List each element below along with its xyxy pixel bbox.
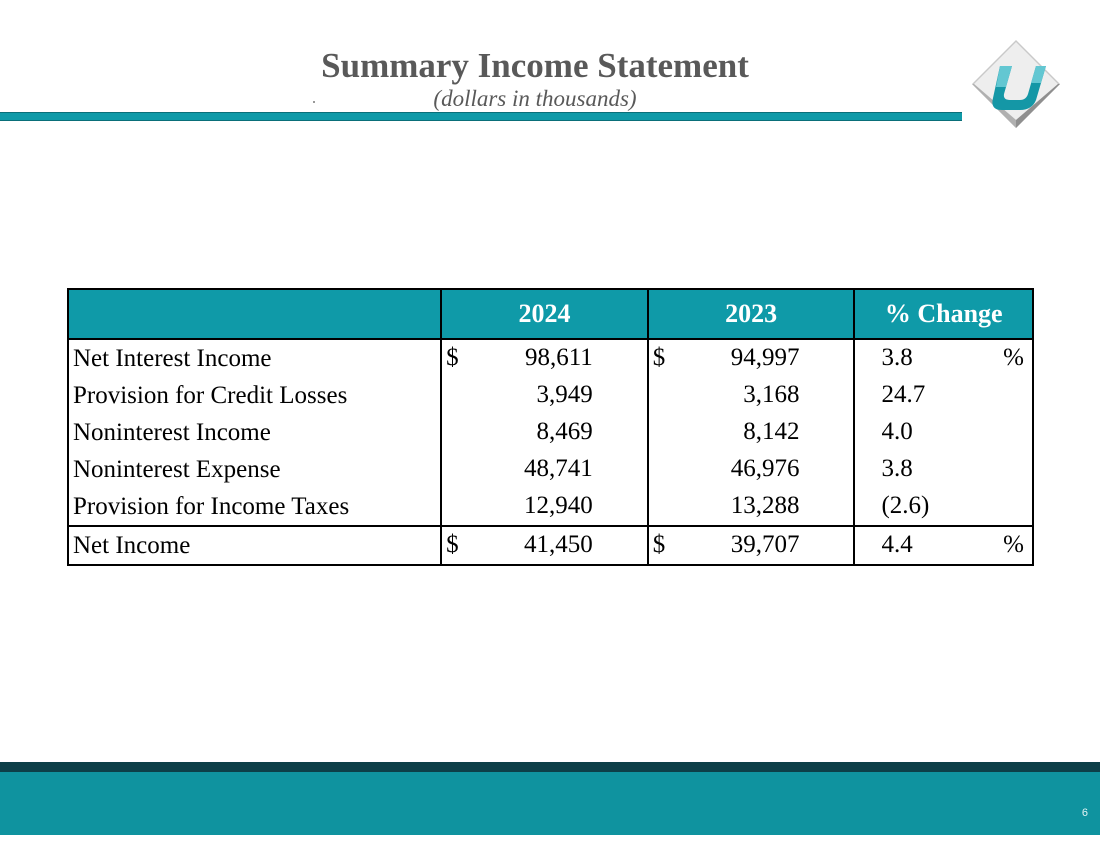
amount: 8,142 <box>743 418 800 445</box>
slide-subtitle: (dollars in thousands) <box>433 86 637 111</box>
value-2023 <box>648 526 855 565</box>
change-value: (2.6) <box>881 492 930 519</box>
value-2023 <box>648 377 855 414</box>
currency-symbol: $ <box>652 344 666 371</box>
amount: 8,469 <box>536 418 593 445</box>
change-value: 4.4 <box>881 531 913 558</box>
value-2024 <box>441 339 648 377</box>
header-percent-change: % Change <box>854 289 1033 339</box>
amount: 13,288 <box>730 492 800 519</box>
change-value: 24.7 <box>881 381 926 408</box>
value-2024 <box>441 488 648 526</box>
row-label: Provision for Credit Losses <box>68 377 441 414</box>
value-2024 <box>441 377 648 414</box>
value-2023 <box>648 414 855 451</box>
amount: 12,940 <box>524 492 593 519</box>
footer-dark-band <box>0 762 1100 772</box>
header-rule <box>0 112 962 121</box>
amount: 94,997 <box>730 344 800 371</box>
row-label: Net Interest Income <box>68 339 441 377</box>
company-logo-icon <box>970 38 1062 130</box>
table-row <box>68 451 1033 488</box>
amount: 3,949 <box>536 381 593 408</box>
total-row <box>68 526 1033 565</box>
row-label: Provision for Income Taxes <box>68 488 441 526</box>
amount: 48,741 <box>524 455 593 482</box>
percent-change <box>854 526 1033 565</box>
value-2023 <box>648 339 855 377</box>
percent-change <box>854 339 1033 377</box>
change-value: 4.0 <box>881 418 913 445</box>
value-2023 <box>648 451 855 488</box>
percent-change <box>854 377 1033 414</box>
header-2023: 2023 <box>648 289 855 339</box>
footer-teal-band <box>0 772 1100 835</box>
table-row <box>68 377 1033 414</box>
page-number: 6 <box>1081 807 1088 819</box>
change-value: 3.8 <box>881 344 913 371</box>
income-statement-table <box>67 288 1034 566</box>
table-row <box>68 414 1033 451</box>
percent-symbol: % <box>1003 344 1024 371</box>
amount: 46,976 <box>730 455 800 482</box>
percent-change <box>854 414 1033 451</box>
row-label: Net Income <box>68 526 441 565</box>
table-row <box>68 339 1033 377</box>
value-2024 <box>441 526 648 565</box>
amount: 3,168 <box>743 381 800 408</box>
row-label: Noninterest Expense <box>68 451 441 488</box>
percent-change <box>854 488 1033 526</box>
currency-symbol: $ <box>652 531 666 558</box>
currency-symbol: $ <box>446 531 459 558</box>
decorative-dot <box>313 101 315 103</box>
percent-change <box>854 451 1033 488</box>
percent-symbol: % <box>1003 531 1024 558</box>
header-2024: 2024 <box>441 289 648 339</box>
slide-title: Summary Income Statement <box>321 46 749 85</box>
row-label: Noninterest Income <box>68 414 441 451</box>
value-2024 <box>441 451 648 488</box>
amount: 41,450 <box>524 531 593 558</box>
change-value: 3.8 <box>881 455 913 482</box>
table-row <box>68 488 1033 526</box>
table-header-row <box>68 289 1033 339</box>
currency-symbol: $ <box>446 344 459 371</box>
amount: 98,611 <box>524 344 593 371</box>
value-2023 <box>648 488 855 526</box>
amount: 39,707 <box>730 531 800 558</box>
header-label <box>68 289 441 339</box>
value-2024 <box>441 414 648 451</box>
